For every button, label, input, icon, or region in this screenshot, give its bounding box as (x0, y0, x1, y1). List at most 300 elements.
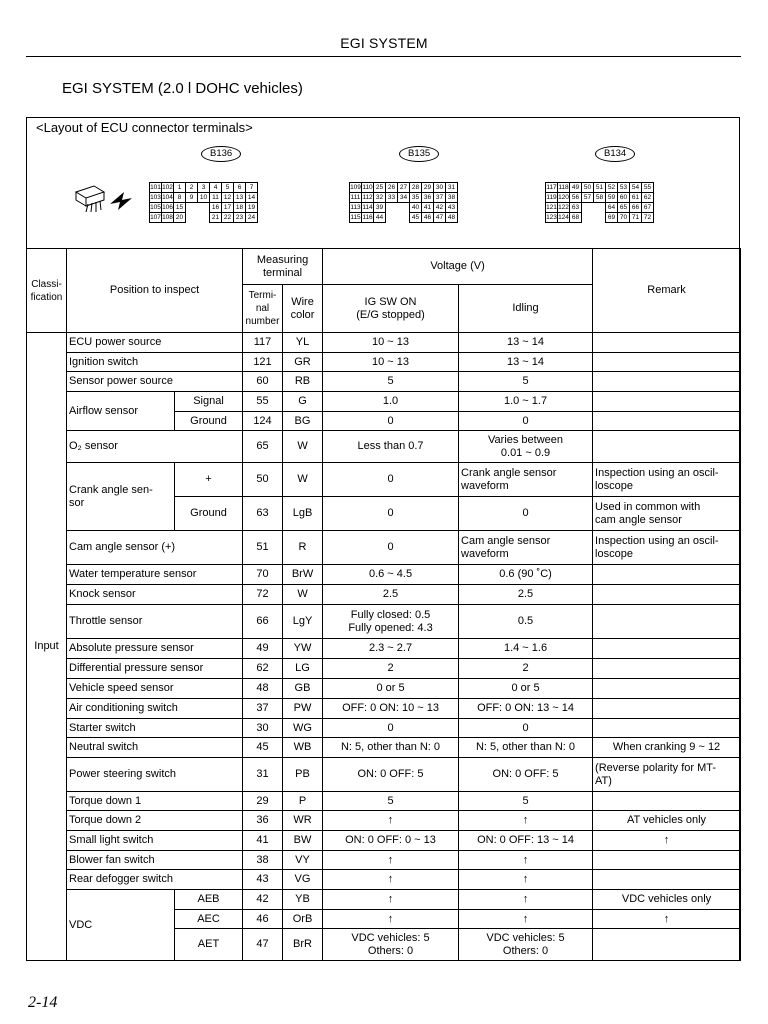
position-item: Power steering switch (67, 758, 243, 792)
terminal-number: 55 (243, 392, 283, 412)
remark: (Reverse polarity for MT- AT) (593, 758, 741, 792)
remark (593, 333, 741, 353)
wire-color: W (283, 585, 323, 605)
header-voltage: Voltage (V) (323, 249, 593, 285)
table-row (27, 792, 741, 811)
position-item: Small light switch (67, 831, 243, 851)
wire-color: W (283, 431, 323, 463)
connector-label-b135: B135 (399, 146, 439, 162)
table-row (27, 333, 741, 353)
terminal-cell: 37 (434, 193, 446, 203)
terminal-cell: 106 (162, 204, 173, 211)
terminal-cell: 18 (234, 203, 246, 213)
voltage-idling: 1.4 ~ 1.6 (459, 639, 593, 659)
wire-color: YW (283, 639, 323, 659)
remark (593, 412, 741, 431)
voltage-idling: 13 ~ 14 (459, 353, 593, 372)
header-wire-color: Wire color (283, 285, 323, 333)
terminal-cell: 42 (434, 203, 446, 213)
terminal-number: 43 (243, 870, 283, 890)
terminal-number: 31 (243, 758, 283, 792)
voltage-ig-sw-on: ↑ (323, 811, 459, 831)
position-item: Ignition switch (67, 353, 243, 372)
voltage-ig-sw-on: 0 or 5 (323, 679, 459, 699)
terminal-cell: 11 (210, 193, 222, 203)
terminal-cell: 19 (246, 203, 258, 213)
connector-plug-icon (72, 182, 136, 218)
terminal-cell: 10 (198, 193, 210, 203)
header-classification: Classi- fication (27, 249, 67, 333)
wire-color: PB (283, 758, 323, 792)
terminal-cell: 12 (222, 193, 234, 203)
terminal-cell: 22 (222, 213, 234, 223)
voltage-idling: ON: 0 OFF: 13 ~ 14 (459, 831, 593, 851)
terminal-number: 45 (243, 738, 283, 758)
voltage-ig-sw-on: ON: 0 OFF: 0 ~ 13 (323, 831, 459, 851)
remark (593, 851, 741, 870)
terminal-cell: 101 (150, 184, 161, 191)
terminal-cell: 52 (606, 183, 618, 193)
terminal-number: 49 (243, 639, 283, 659)
terminal-number: 30 (243, 719, 283, 738)
voltage-idling: 0 or 5 (459, 679, 593, 699)
terminal-number: 48 (243, 679, 283, 699)
voltage-ig-sw-on: 0 (323, 497, 459, 531)
wire-color: BW (283, 831, 323, 851)
voltage-idling: ON: 0 OFF: 5 (459, 758, 593, 792)
terminal-number: 63 (243, 497, 283, 531)
header-measuring-terminal: Measuring terminal (243, 249, 323, 285)
terminal-cell: 55 (642, 183, 654, 193)
wire-color: WB (283, 738, 323, 758)
table-row (27, 392, 741, 412)
header-terminal-number: Termi- nal number (243, 285, 283, 333)
voltage-ig-sw-on: ON: 0 OFF: 5 (323, 758, 459, 792)
terminal-cell: 63 (570, 203, 582, 213)
terminal-cell: 103 (150, 194, 161, 201)
remark (593, 639, 741, 659)
wire-color: W (283, 463, 323, 497)
terminal-cell: 51 (594, 183, 606, 193)
terminal-cell: 34 (398, 193, 410, 203)
terminal-cell: 60 (618, 193, 630, 203)
terminal-cell: 28 (410, 183, 422, 193)
terminal-cell (186, 203, 198, 213)
terminal-cell (594, 203, 606, 213)
terminal-cell: 123 (546, 214, 557, 221)
remark (593, 392, 741, 412)
voltage-idling: ↑ (459, 870, 593, 890)
header-remark: Remark (593, 249, 741, 333)
voltage-ig-sw-on: ↑ (323, 870, 459, 890)
terminal-cell: 4 (210, 183, 222, 193)
connector-b135-terminals (349, 182, 458, 223)
voltage-ig-sw-on: 5 (323, 372, 459, 392)
voltage-idling: 0 (459, 719, 593, 738)
page-subtitle: EGI SYSTEM (2.0 l DOHC vehicles) (62, 80, 303, 97)
remark (593, 353, 741, 372)
voltage-ig-sw-on: 0.6 ~ 4.5 (323, 565, 459, 585)
wire-color: PW (283, 699, 323, 719)
terminal-cell (386, 203, 398, 213)
position-subitem: AEB (175, 890, 243, 910)
table-row (27, 890, 741, 910)
terminal-number: 41 (243, 831, 283, 851)
position-item: Rear defogger switch (67, 870, 243, 890)
position-subitem: Ground (175, 497, 243, 531)
terminal-cell: 102 (162, 184, 173, 191)
terminal-cell: 50 (582, 183, 594, 193)
terminal-cell: 48 (446, 213, 458, 223)
table-row (27, 851, 741, 870)
terminal-number: 72 (243, 585, 283, 605)
table-row (27, 811, 741, 831)
terminal-cell: 47 (434, 213, 446, 223)
terminal-cell: 109 (350, 184, 361, 191)
terminal-cell: 65 (618, 203, 630, 213)
voltage-ig-sw-on: 0 (323, 412, 459, 431)
voltage-idling: 0.5 (459, 605, 593, 639)
voltage-ig-sw-on: 1.0 (323, 392, 459, 412)
remark: ↑ (593, 910, 741, 929)
wire-color: BG (283, 412, 323, 431)
terminal-number: 38 (243, 851, 283, 870)
table-row (27, 831, 741, 851)
terminal-number: 47 (243, 929, 283, 961)
position-subitem: AET (175, 929, 243, 961)
voltage-ig-sw-on: N: 5, other than N: 0 (323, 738, 459, 758)
remark (593, 659, 741, 679)
remark: VDC vehicles only (593, 890, 741, 910)
voltage-ig-sw-on: OFF: 0 ON: 10 ~ 13 (323, 699, 459, 719)
terminal-number: 37 (243, 699, 283, 719)
terminal-cell: 46 (422, 213, 434, 223)
terminal-cell: 29 (422, 183, 434, 193)
voltage-ig-sw-on: 2.3 ~ 2.7 (323, 639, 459, 659)
terminal-cell: 43 (446, 203, 458, 213)
terminal-cell: 111 (350, 194, 361, 201)
voltage-idling: 0 (459, 497, 593, 531)
voltage-ig-sw-on: 2 (323, 659, 459, 679)
terminal-cell: 108 (162, 214, 173, 221)
terminal-cell: 104 (162, 194, 173, 201)
table-row (27, 565, 741, 585)
voltage-ig-sw-on: Fully closed: 0.5 Fully opened: 4.3 (323, 605, 459, 639)
terminal-cell (198, 203, 210, 213)
connector-label-b136: B136 (201, 146, 241, 162)
position-item: Crank angle sen- sor (67, 463, 175, 531)
wire-color: LgY (283, 605, 323, 639)
remark (593, 929, 741, 961)
terminal-number: 65 (243, 431, 283, 463)
voltage-ig-sw-on: 5 (323, 792, 459, 811)
table-row (27, 719, 741, 738)
voltage-idling: OFF: 0 ON: 13 ~ 14 (459, 699, 593, 719)
wire-color: WR (283, 811, 323, 831)
remark: Inspection using an oscil- loscope (593, 531, 741, 565)
terminal-cell: 49 (570, 183, 582, 193)
position-subitem: AEC (175, 910, 243, 929)
terminal-cell: 72 (642, 213, 654, 223)
terminal-number: 66 (243, 605, 283, 639)
terminal-cell: 112 (362, 194, 373, 201)
terminal-cell: 44 (374, 213, 386, 223)
terminal-cell: 16 (210, 203, 222, 213)
table-row (27, 585, 741, 605)
voltage-idling: 13 ~ 14 (459, 333, 593, 353)
table-row (27, 431, 741, 463)
terminal-cell: 59 (606, 193, 618, 203)
terminal-cell: 119 (546, 194, 557, 201)
page-number: 2-14 (28, 994, 58, 1011)
wire-color: VG (283, 870, 323, 890)
header-rule (26, 56, 741, 57)
terminal-cell (198, 213, 210, 223)
remark: ↑ (593, 831, 741, 851)
terminal-number: 124 (243, 412, 283, 431)
terminal-cell: 118 (558, 184, 569, 191)
voltage-idling: N: 5, other than N: 0 (459, 738, 593, 758)
terminal-cell: 40 (410, 203, 422, 213)
remark (593, 585, 741, 605)
position-item: VDC (67, 890, 175, 961)
terminal-cell: 113 (350, 204, 361, 211)
terminal-cell: 20 (174, 213, 186, 223)
connector-label-b134: B134 (595, 146, 635, 162)
terminal-cell: 31 (446, 183, 458, 193)
terminal-cell: 36 (422, 193, 434, 203)
terminal-cell: 33 (386, 193, 398, 203)
voltage-ig-sw-on: 0 (323, 463, 459, 497)
terminal-cell: 57 (582, 193, 594, 203)
wire-color: LgB (283, 497, 323, 531)
terminal-cell: 45 (410, 213, 422, 223)
wire-color: BrR (283, 929, 323, 961)
terminal-cell: 66 (630, 203, 642, 213)
terminal-cell: 7 (246, 183, 258, 193)
voltage-idling: 5 (459, 792, 593, 811)
terminal-cell: 122 (558, 204, 569, 211)
terminal-cell: 58 (594, 193, 606, 203)
terminal-cell: 41 (422, 203, 434, 213)
remark (593, 792, 741, 811)
table-row (27, 758, 741, 792)
table-row (27, 870, 741, 890)
terminal-cell (582, 213, 594, 223)
terminal-cell: 124 (558, 214, 569, 221)
voltage-ig-sw-on: 0 (323, 531, 459, 565)
voltage-idling: 0.6 (90 ˚C) (459, 565, 593, 585)
position-item: Sensor power source (67, 372, 243, 392)
remark: AT vehicles only (593, 811, 741, 831)
terminal-cell (398, 213, 410, 223)
voltage-ig-sw-on: 10 ~ 13 (323, 333, 459, 353)
voltage-ig-sw-on: Less than 0.7 (323, 431, 459, 463)
voltage-idling: ↑ (459, 890, 593, 910)
terminal-cell (582, 203, 594, 213)
terminal-cell: 30 (434, 183, 446, 193)
remark (593, 719, 741, 738)
voltage-ig-sw-on: VDC vehicles: 5 Others: 0 (323, 929, 459, 961)
wire-color: LG (283, 659, 323, 679)
position-item: O₂ sensor (67, 431, 243, 463)
terminal-cell: 3 (198, 183, 210, 193)
layout-title: <Layout of ECU connector terminals> (36, 120, 253, 135)
position-item: Airflow sensor (67, 392, 175, 431)
remark: Used in common with cam angle sensor (593, 497, 741, 531)
voltage-idling: Varies between 0.01 ~ 0.9 (459, 431, 593, 463)
terminal-cell: 26 (386, 183, 398, 193)
terminal-cell: 56 (570, 193, 582, 203)
terminal-cell: 24 (246, 213, 258, 223)
terminal-cell: 61 (630, 193, 642, 203)
voltage-idling: ↑ (459, 851, 593, 870)
voltage-idling: 5 (459, 372, 593, 392)
wire-color: RB (283, 372, 323, 392)
terminal-cell: 107 (150, 214, 161, 221)
position-subitem: Signal (175, 392, 243, 412)
voltage-idling: 2 (459, 659, 593, 679)
table-row (27, 353, 741, 372)
terminal-cell: 71 (630, 213, 642, 223)
terminal-number: 46 (243, 910, 283, 929)
voltage-idling: VDC vehicles: 5 Others: 0 (459, 929, 593, 961)
terminal-cell: 62 (642, 193, 654, 203)
terminal-cell: 114 (362, 204, 373, 211)
position-item: Vehicle speed sensor (67, 679, 243, 699)
terminal-cell: 64 (606, 203, 618, 213)
voltage-ig-sw-on: 0 (323, 719, 459, 738)
voltage-idling: ↑ (459, 811, 593, 831)
table-row (27, 738, 741, 758)
terminal-cell: 69 (606, 213, 618, 223)
wire-color: BrW (283, 565, 323, 585)
header-position: Position to inspect (67, 249, 243, 333)
header-idling: Idling (459, 285, 593, 333)
remark: When cranking 9 ~ 12 (593, 738, 741, 758)
voltage-ig-sw-on: ↑ (323, 890, 459, 910)
position-item: Starter switch (67, 719, 243, 738)
terminal-cell: 15 (174, 203, 186, 213)
terminal-cell: 115 (350, 214, 361, 221)
wire-color: GR (283, 353, 323, 372)
terminal-number: 51 (243, 531, 283, 565)
terminal-number: 36 (243, 811, 283, 831)
terminal-cell: 54 (630, 183, 642, 193)
terminal-cell (594, 213, 606, 223)
terminal-cell (186, 213, 198, 223)
wire-color: VY (283, 851, 323, 870)
position-subitem: Ground (175, 412, 243, 431)
position-item: Knock sensor (67, 585, 243, 605)
terminal-cell: 53 (618, 183, 630, 193)
classification-input: Input (27, 333, 67, 961)
table-row (27, 463, 741, 497)
table-row (27, 639, 741, 659)
wire-color: P (283, 792, 323, 811)
position-item: Cam angle sensor (+) (67, 531, 243, 565)
voltage-idling: 0 (459, 412, 593, 431)
terminal-cell: 1 (174, 183, 186, 193)
terminal-cell: 32 (374, 193, 386, 203)
terminal-cell: 25 (374, 183, 386, 193)
terminal-cell: 8 (174, 193, 186, 203)
voltage-idling: 2.5 (459, 585, 593, 605)
ecu-terminal-table (26, 248, 741, 961)
wire-color: YB (283, 890, 323, 910)
wire-color: G (283, 392, 323, 412)
table-row (27, 605, 741, 639)
table-row (27, 679, 741, 699)
position-item: Water temperature sensor (67, 565, 243, 585)
terminal-number: 50 (243, 463, 283, 497)
connector-b134-terminals (545, 182, 654, 223)
terminal-cell: 68 (570, 213, 582, 223)
terminal-cell: 35 (410, 193, 422, 203)
terminal-number: 70 (243, 565, 283, 585)
terminal-cell: 23 (234, 213, 246, 223)
wire-color: WG (283, 719, 323, 738)
terminal-cell: 121 (546, 204, 557, 211)
terminal-cell: 27 (398, 183, 410, 193)
terminal-cell (398, 203, 410, 213)
terminal-cell: 70 (618, 213, 630, 223)
terminal-cell: 9 (186, 193, 198, 203)
remark (593, 431, 741, 463)
position-subitem: + (175, 463, 243, 497)
terminal-number: 117 (243, 333, 283, 353)
section-header: EGI SYSTEM (340, 35, 428, 51)
table-row (27, 699, 741, 719)
remark (593, 605, 741, 639)
remark: Inspection using an oscil- loscope (593, 463, 741, 497)
terminal-cell: 67 (642, 203, 654, 213)
terminal-cell: 13 (234, 193, 246, 203)
table-row (27, 372, 741, 392)
terminal-number: 42 (243, 890, 283, 910)
position-item: Air conditioning switch (67, 699, 243, 719)
terminal-number: 29 (243, 792, 283, 811)
remark (593, 372, 741, 392)
terminal-cell: 116 (362, 214, 373, 221)
voltage-idling: 1.0 ~ 1.7 (459, 392, 593, 412)
terminal-cell: 117 (546, 184, 557, 191)
position-item: Torque down 1 (67, 792, 243, 811)
table-row (27, 659, 741, 679)
position-item: Torque down 2 (67, 811, 243, 831)
terminal-number: 62 (243, 659, 283, 679)
position-item: Differential pressure sensor (67, 659, 243, 679)
terminal-cell: 38 (446, 193, 458, 203)
voltage-idling: ↑ (459, 910, 593, 929)
voltage-idling: Cam angle sensor waveform (459, 531, 593, 565)
connector-b136-terminals (149, 182, 258, 223)
remark (593, 870, 741, 890)
wire-color: YL (283, 333, 323, 353)
wire-color: OrB (283, 910, 323, 929)
position-item: Neutral switch (67, 738, 243, 758)
terminal-cell: 2 (186, 183, 198, 193)
terminal-cell: 17 (222, 203, 234, 213)
terminal-cell: 105 (150, 204, 161, 211)
wire-color: R (283, 531, 323, 565)
terminal-number: 60 (243, 372, 283, 392)
terminal-cell: 120 (558, 194, 569, 201)
terminal-cell: 5 (222, 183, 234, 193)
terminal-cell: 6 (234, 183, 246, 193)
voltage-ig-sw-on: ↑ (323, 851, 459, 870)
header-ig-sw-on: IG SW ON (E/G stopped) (323, 285, 459, 333)
